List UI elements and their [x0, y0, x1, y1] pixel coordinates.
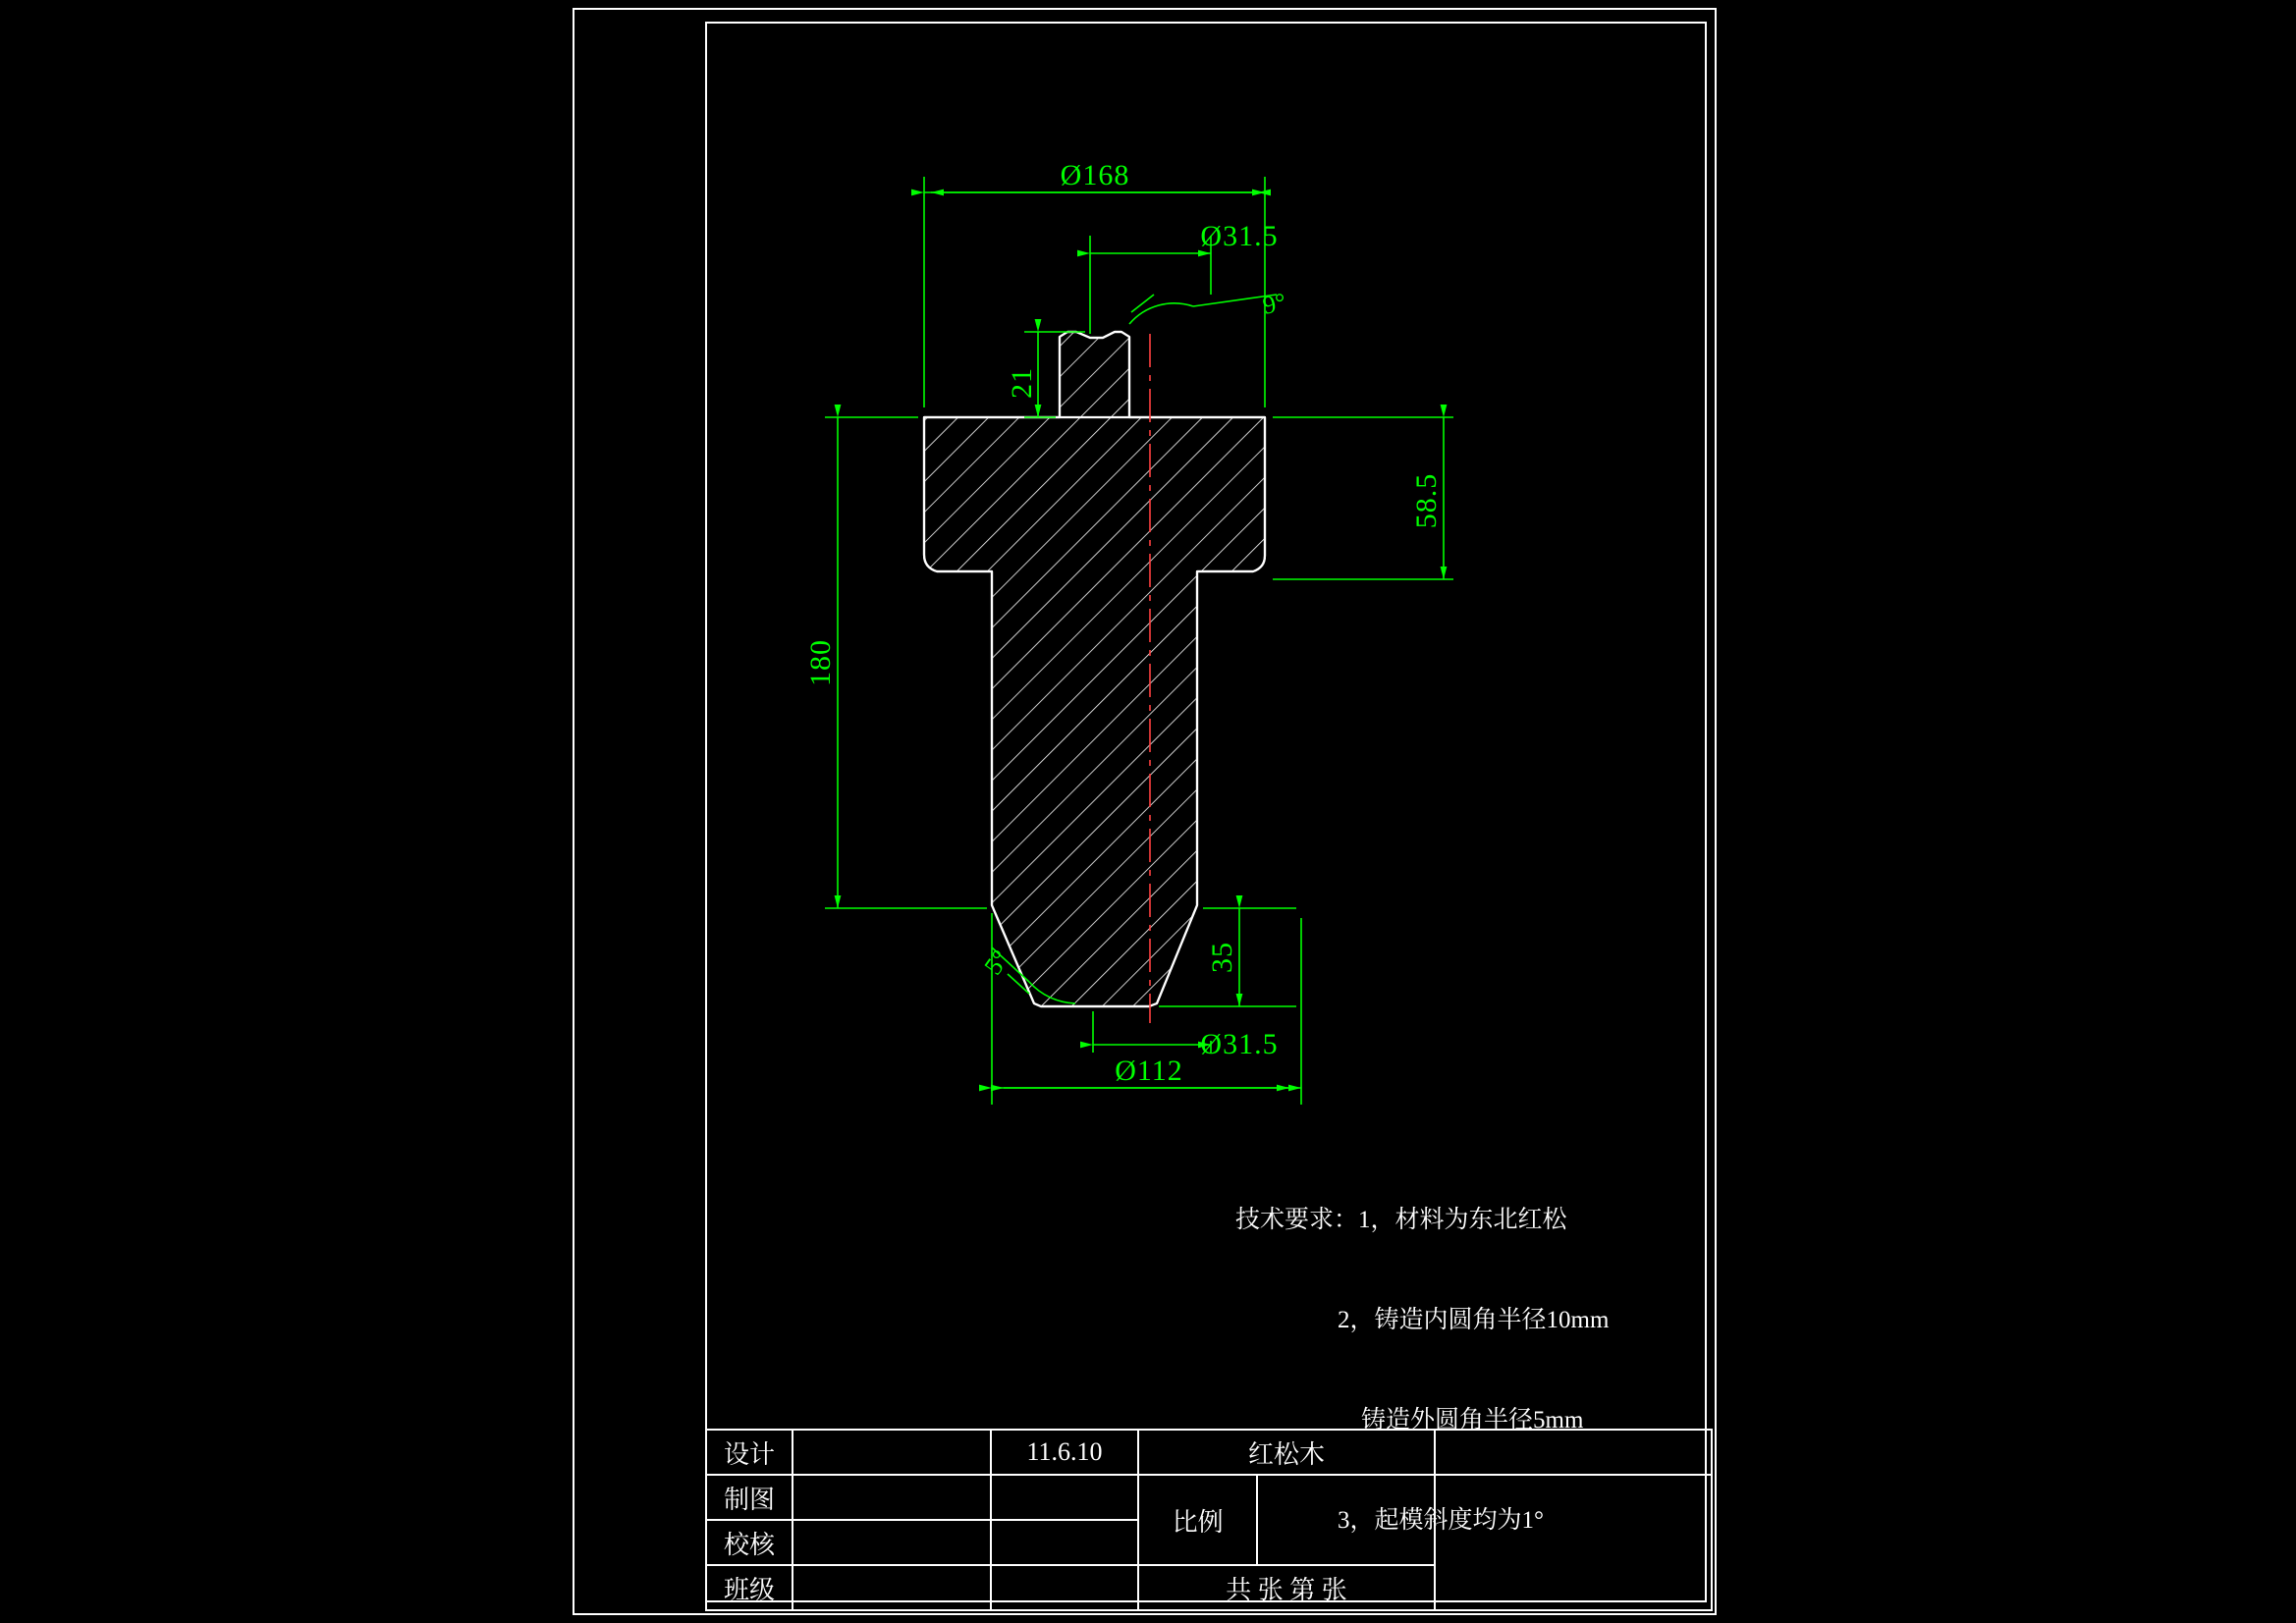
date-class — [991, 1565, 1138, 1610]
notes-line-heading: 技术要求：1，材料为东北红松 — [1235, 1207, 1567, 1233]
sheet-count: 共 张 第 张 — [1138, 1565, 1435, 1610]
notes-line-3: 铸造外圆角半径5mm — [1361, 1407, 1584, 1434]
value-design[interactable] — [793, 1430, 991, 1475]
dim-top-draft-angle: 9° — [1260, 287, 1289, 320]
date-design: 11.6.10 — [991, 1430, 1138, 1475]
title-block — [705, 1429, 1707, 1602]
right-blank-1[interactable] — [1435, 1430, 1712, 1475]
dim-bottom-outer-diameter: Ø112 — [1115, 1055, 1183, 1087]
value-check[interactable] — [793, 1520, 991, 1565]
date-check — [991, 1520, 1138, 1565]
notes-line-2: 2，铸造内圆角半径10mm — [1338, 1307, 1610, 1333]
scale-label: 比例 — [1139, 1476, 1257, 1564]
dim-bottom-draft-angle: 5° — [978, 945, 1015, 981]
section-hatching — [924, 332, 1265, 1006]
scale-value[interactable] — [1257, 1476, 1434, 1564]
title-block-row-drafting — [706, 1475, 1712, 1520]
value-class[interactable] — [793, 1565, 991, 1610]
label-check: 校核 — [706, 1520, 793, 1565]
notes-line-4: 3，起模斜度均为1° — [1338, 1507, 1544, 1534]
right-blank-2[interactable] — [1435, 1475, 1712, 1610]
dim-top-boss-diameter: Ø31.5 — [1200, 220, 1279, 252]
value-drafting[interactable] — [793, 1475, 991, 1520]
date-drafting — [991, 1475, 1138, 1520]
part-name: 红松木 — [1138, 1430, 1435, 1475]
label-design: 设计 — [706, 1430, 793, 1475]
dim-total-height: 180 — [804, 639, 837, 686]
dim-bottom-boss-diameter: Ø31.5 — [1200, 1028, 1279, 1060]
dim-bottom-boss-height: 35 — [1206, 942, 1238, 973]
scale-cell — [1138, 1475, 1435, 1565]
dim-upper-flange-height: 58.5 — [1410, 472, 1443, 529]
label-drafting: 制图 — [706, 1475, 793, 1520]
dim-top-boss-height: 21 — [1006, 367, 1038, 399]
dim-top-outer-diameter: Ø168 — [1060, 159, 1130, 191]
title-block-row-design — [706, 1430, 1712, 1475]
label-class: 班级 — [706, 1565, 793, 1610]
